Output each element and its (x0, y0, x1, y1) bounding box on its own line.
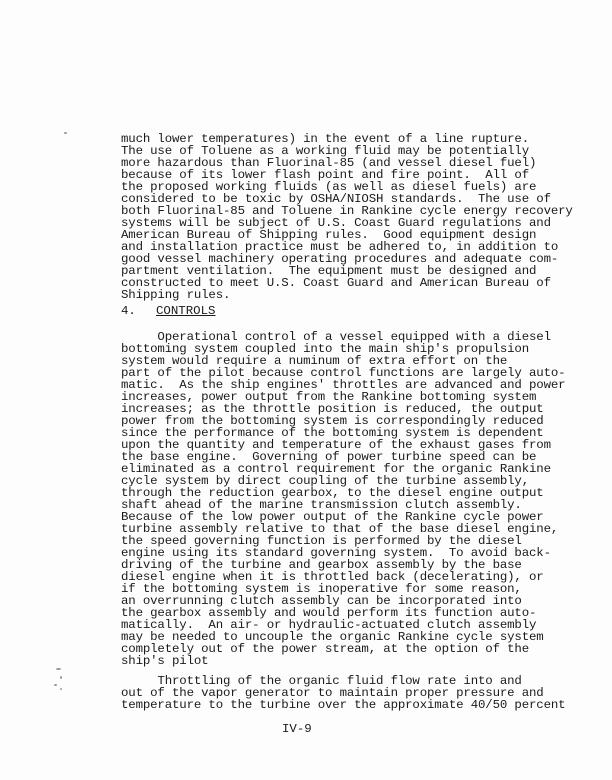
text-line: constructed to meet U.S. Coast Guard and American Bureau of (121, 276, 551, 290)
text-line: through the reduction gearbox, to the diesel engine output (121, 486, 544, 500)
text-line: an overrunning clutch assembly can be incorporated into (121, 594, 522, 608)
text-line: matically. An air- or hydraulic-actuated clutch assembly (121, 618, 537, 632)
text-line: Operational control of a vessel equipped with a diesel (121, 330, 551, 344)
text-line: completely out of the power stream, at the option of the (121, 642, 529, 656)
text-line: Throttling of the organic fluid flow rate into and (121, 674, 522, 688)
text-line: temperature to the turbine over the approximate 40/50 percent (121, 698, 566, 712)
text-line: may be needed to uncouple the organic Rankine cycle system (121, 630, 544, 644)
text-line: increases, power output from the Rankine bottoming system (121, 390, 537, 404)
text-line: cycle system by direct coupling of the turbine assembly, (121, 474, 529, 488)
text-line: the base engine. Governing of power turbine speed can be (121, 450, 537, 464)
section-title: CONTROLS (156, 304, 216, 318)
scan-speck (56, 668, 61, 670)
text-line: more hazardous than Fluorinal-85 (and vessel diesel fuel) (121, 156, 537, 170)
text-line: out of the vapor generator to maintain proper pressure and (121, 686, 544, 700)
text-line: because of its lower flash point and fire point. All of (121, 168, 529, 182)
text-line: American Bureau of Shipping rules. Good equipment design (121, 228, 537, 242)
text-line: since the performance of the bottoming system is dependent (121, 426, 544, 440)
text-line: the gearbox assembly and would perform its function auto- (121, 606, 537, 620)
text-line: eliminated as a control requirement for the organic Rankine (121, 462, 551, 476)
text-line: considered to be toxic by OSHA/NIOSH standards. The use of (121, 192, 551, 206)
text-line: increases; as the throttle position is reduced, the output (121, 402, 544, 416)
text-line: part of the pilot because control functions are largely auto- (121, 366, 566, 380)
scan-speck (64, 132, 67, 134)
text-line: engine using its standard governing system. To avoid back- (121, 546, 551, 560)
section-number: 4. (121, 304, 136, 318)
text-line: shaft ahead of the marine transmission clutch assembly. (121, 498, 522, 512)
text-line: upon the quantity and temperature of the exhaust gases from (121, 438, 551, 452)
text-line: the speed governing function is performed by the diesel (121, 534, 522, 548)
text-line: much lower temperatures) in the event of a line rupture. (121, 132, 529, 146)
text-line: Because of the low power output of the Rankine cycle power (121, 510, 544, 524)
text-line: and installation practice must be adhered to, in addition to (121, 240, 559, 254)
text-line: system would require a numinum of extra effort on the (121, 354, 508, 368)
text-line: The use of Toluene as a working fluid may be potentially (121, 144, 529, 158)
scan-speck (60, 688, 62, 690)
text-line: bottoming system coupled into the main ship's propulsion (121, 342, 529, 356)
text-line: good vessel machinery operating procedures and adequate com- (121, 252, 559, 266)
text-line: driving of the turbine and gearbox assembly by the base (121, 558, 522, 572)
text-line: Shipping rules. (121, 288, 231, 302)
scan-speck (54, 684, 57, 686)
text-line: matic. As the ship engines' throttles are advanced and power (121, 378, 566, 392)
text-line: partment ventilation. The equipment must be designed and (121, 264, 537, 278)
text-line: systems will be subject of U.S. Coast Guard regulations and (121, 216, 551, 230)
text-line: diesel engine when it is throttled back (decelerating), or (121, 570, 544, 584)
text-line: power from the bottoming system is correspondingly reduced (121, 414, 544, 428)
text-line: the proposed working fluids (as well as diesel fuels) are (121, 180, 537, 194)
scan-speck (60, 676, 62, 679)
page-number: IV-9 (282, 722, 312, 736)
text-line: both Fluorinal-85 and Toluene in Rankine cycle energy recovery (121, 204, 573, 218)
text-line: ship's pilot (121, 654, 209, 668)
text-line: turbine assembly relative to that of the base diesel engine, (121, 522, 559, 536)
text-line: if the bottoming system is inoperative for some reason, (121, 582, 522, 596)
